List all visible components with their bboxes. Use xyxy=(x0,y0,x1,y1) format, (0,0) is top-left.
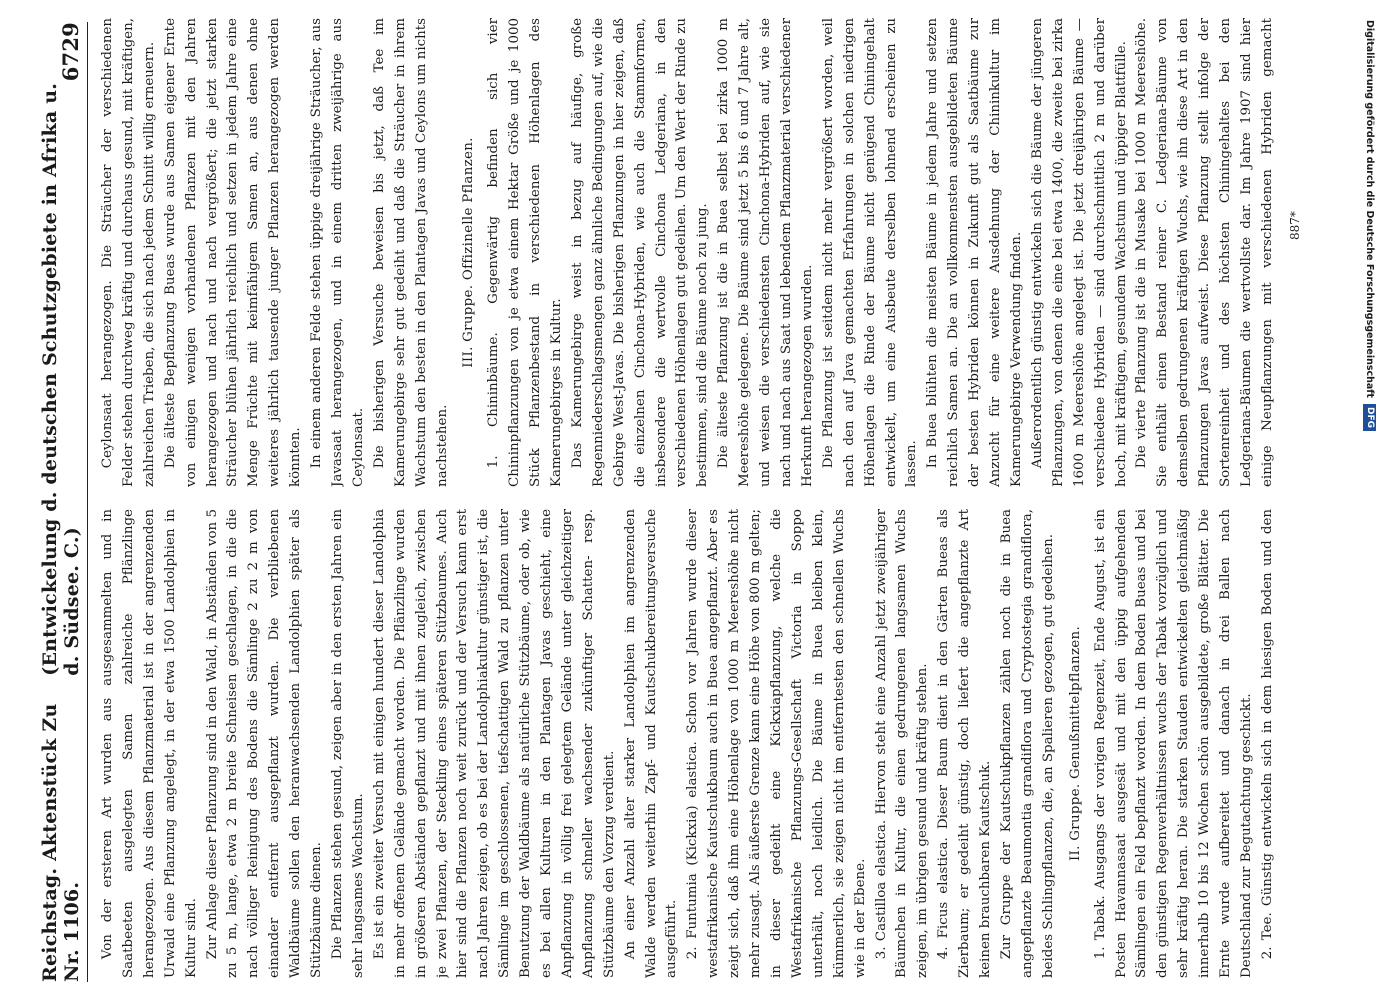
text-columns xyxy=(98,18,1278,978)
dfg-logo: DFG xyxy=(1364,404,1377,431)
digitization-credit xyxy=(1363,10,1377,990)
footer-page-number: 887* xyxy=(1288,211,1302,240)
header-subject: (Entwickelung d. deutschen Schutzgebiete in Afrika u. d. Südsee. C.) xyxy=(39,82,83,676)
paragraph: 3. Castilloa elastica. Hiervon steht eine Anzahl jetzt zweijähriger Bäumchen in Kultur, die einen gedrungenen langsamen Wuchs zeigen, im übrigen gesund und kräftig stehen. xyxy=(873,509,931,978)
right-column xyxy=(98,18,1278,487)
paragraph: Die Pflanzung ist seitdem nicht mehr vergrößert worden, weil nach den auf Java gemachten Erfahrungen in solchen niedrigen Höhenlagen die Rinde der Bäume nicht genügend Chiningehalt entwickelt, um eine Ausbeute derselben lohnend erscheinen zu lassen. xyxy=(820,18,920,487)
paragraph: Die älteste Bepflanzung Bueas wurde aus Samen eigener Ernte von einigen wenigen vorhandenen Pflanzen mit den Jahren herangezogen und nach und nach vergrößert; die jetzt starken Sträucher blühen jährlich reichlich und setzen in jedem Jahre eine Menge Früchte mit keimfähigem Samen an, aus denen ohne weiteres jährlich tausende junger Pflanzen herangezogen werden könnten. xyxy=(162,18,304,487)
paragraph: Es ist ein zweiter Versuch mit einigen hundert dieser Landolphia in mehr offenem Gelände gemacht worden. Die Pflänzlinge wurden in größeren Abständen gepflanzt und mit ihnen zugleich, zwischen je zwei Pflanzen, der Steckling eines späteren Stützbaumes. Auch hier sind die Pflanzen noch weit zurück und der Versuch kann erst nach Jahren zeigen, ob es bei der Landolphiakultur günstiger ist, die Sämlinge im geschlossenen, tiefschattigen Wald zu pflanzen unter Benutzung der Waldbäume als natürliche Stützbäume, oder ob, wie es bei allen Kulturen in den Plantagen Javas geschieht, eine Anpflanzung in völlig frei gelegtem Gelände unter gleichzeitiger Anpflanzung schneller wachsender zukünftiger Schatten- resp. Stützbäume den Vorzug verdient. xyxy=(371,509,617,978)
left-column xyxy=(98,509,1278,978)
paragraph: Von der ersteren Art wurden aus ausgesammelten und in Saatbeeten ausgelegten Samen zahlreiche Pflänzlinge herangezogen. Aus diesem Pflanzmaterial ist in der angrenzenden Urwald eine Pflanzung angelegt, in der etwa 1500 Landolphien in Kultur sind. xyxy=(100,509,199,978)
paragraph: Die älteste Pflanzung ist die in Buea selbst bei zirka 1000 m Meereshöhe gelegene. Die Bäume sind jetzt 5 bis 6 und 7 Jahre alt, und weisen die verschiedensten Cinchona-Hybriden auf, wie sie nach und nach aus Saat und lebendem Pflanzmaterial verschiedener Herkunft herangezogen wurden. xyxy=(716,18,815,487)
paragraph: 1. Chininbäume. Gegenwärtig befinden sich vier Chininpflanzungen von je etwa einem Hektar Größe und je 1000 Stück Pflanzenbestand in verschiedenen Höhenlagen des Kamerungebirges in Kultur. xyxy=(486,18,565,487)
page-header xyxy=(39,22,88,982)
paragraph: Zur Gruppe der Kautschukpflanzen zählen noch die in Buea angepflanzte Beaumontia grandiflora und Cryptostegia grandiflora, beides Schlingpflanzen, die, an Spalieren gezogen, gut gedeihen. xyxy=(998,509,1056,978)
section-heading: II. Gruppe. Genußmittelpflanzen. xyxy=(1067,625,1083,862)
paragraph: 2. Funtumia (Kickxia) elastica. Schon vor Jahren wurde dieser westafrikanische Kautschukbaum auch in Buea angepflanzt. Aber es zeigt sich, daß ihm eine Höhenlage von 1000 m Meereshöhe nicht mehr zusagt. Als äußerste Grenze kann eine Höhe von 800 m gelten; in dieser gedeiht eine Kickxiapflanzung, welche die Westafrikanische Pflanzungs-Gesellschaft Victoria in Soppo unterhält, noch leidlich. Die Bäume in Buea bleiben klein, kümmerlich, sie zeigen nicht im entferntesten den schnellen Wuchs wie in der Ebene. xyxy=(685,509,868,978)
header-page-number: 6729 xyxy=(58,22,83,82)
paragraph: 2. Tee. Günstig entwickeln sich in dem hiesigen Boden und den xyxy=(1259,509,1275,960)
paragraph: Zur Anlage dieser Pflanzung sind in den Wald, in Abständen von 5 zu 5 m, lange, etwa 2 m breite Schneisen geschlagen, in die die nach völliger Reinigung des Bodens die Sämlinge 2 zu 2 m von einander entfernt ausgepflanzt wurden. Die verbliebenen Waldbäume sollen den heranwachsenden Landolphien später als Stützbäume dienen. xyxy=(204,509,325,978)
paragraph: 1. Tabak. Ausgangs der vorigen Regenzeit, Ende August, ist ein Posten Havannasaat ausgesät und mit den üppig aufgehenden Sämlingen ein Feld bepflanzt worden. In dem Boden Bueas und bei den günstigen Regenverhältnissen wuchs der Tabak vorzüglich und sehr kräftig heran. Die starken Stauden entwickelten gleichmäßig innerhalb 10 bis 12 Wochen schön ausgebildete, große Blätter. Die Ernte wurde aufbereitet und danach in drei Ballen nach Deutschland zur Begutachtung geschickt. xyxy=(1092,509,1254,978)
paragraph: Die Pflanzen stehen gesund, zeigen aber in den ersten Jahren ein sehr langsames Wachstum. xyxy=(329,509,366,978)
credit-text: Digitalisierung gefördert durch die Deutsche Forschungsgemeinschaft xyxy=(1364,20,1376,398)
paragraph: 4. Ficus elastica. Dieser Baum dient in den Gärten Bueas als Zierbaum; er gedeiht günstig, doch liefert die angepflanzte Art keinen brauchbaren Kautschuk. xyxy=(936,509,994,978)
section-heading: III. Gruppe. Offizinelle Pflanzen. xyxy=(461,137,477,368)
header-title: Reichstag. Aktenstück Zu Nr. 1106. xyxy=(39,703,83,982)
paragraph: In einem anderen Felde stehen üppige dreijährige Sträucher, aus Javasaat herangezogen, und in einem dritten zweijährige aus Ceylonsaat. xyxy=(309,18,366,487)
paragraph: Außerordentlich günstig entwickeln sich die Bäume der jüngeren Pflanzungen, von denen die eine bei etwa 1400, die zweite bei zirka 1600 m Meereshöhe angelegt ist. Die jetzt dreijährigen Bäume — verschiedene Hybriden — sind durchschnittlich 2 m und darüber hoch, mit kräftigem, gesundem Wachstum und üppiger Blattfülle. xyxy=(1029,18,1129,487)
paragraph: An einer Anzahl alter starker Landolphien im angrenzenden Walde werden weiterhin Zapf- und Kautschukbereitungsversuche ausgeführt. xyxy=(622,509,680,978)
paragraph: In Buea blühten die meisten Bäume in jedem Jahre und setzen reichlich Samen an. Die an vollkommensten ausgebildeten Bäume der besten Hybriden können in Zukunft gut als Saatbäume zur Anzucht für eine weitere Ausdehnung der Chininkultur im Kamerungebirge Verwendung finden. xyxy=(925,18,1024,487)
paragraph: Das Kamerungebirge weist in bezug auf häufige, große Regenniederschlagsmengen ganz ähnliche Bedingungen auf, wie die Gebirge West-Javas. Die bisherigen Pflanzungen in hier zeigen, daß die einzelnen Cinchona-Hybriden, wie auch die Stammformen, insbesondere die wertvolle Cinchona Ledgeriana, in den verschiedenen Höhenlagen gut gedeihen. Um den Wert der Rinde zu bestimmen, sind die Bäume noch zu jung. xyxy=(569,18,711,487)
paragraph: Die vierte Pflanzung ist die in Musake bei 1000 m Meereshöhe. Sie enthält einen Bestand reiner C. Ledgeriana-Bäume von demselben gedrungenen kräftigen Wuchs, wie ihn diese Art in den Pflanzungen Javas aufweist. Diese Pflanzung stellt infolge der Sortenreinheit und des höchsten Chiningehaltes bei den Ledgeriana-Bäumen die wertvollste dar. Im Jahre 1907 sind hier einige Neupflanzungen mit verschiedenen Hybriden gemacht xyxy=(1134,18,1275,487)
paragraph: Die bisherigen Versuche beweisen bis jetzt, daß Tee im Kamerungebirge sehr gut gedeiht und daß die Sträucher in ihrem Wachstum den besten in den Plantagen Javas und Ceylons um nichts nachstehen. xyxy=(371,18,450,487)
paragraph: Ceylonsaat herangezogen. Die Sträucher der verschiedenen Felder stehen durchweg kräftig und durchaus gesund, mit kräftigen, zahlreichen Trieben, die sich nach jedem Schnitt willig erneuern. xyxy=(100,18,157,487)
